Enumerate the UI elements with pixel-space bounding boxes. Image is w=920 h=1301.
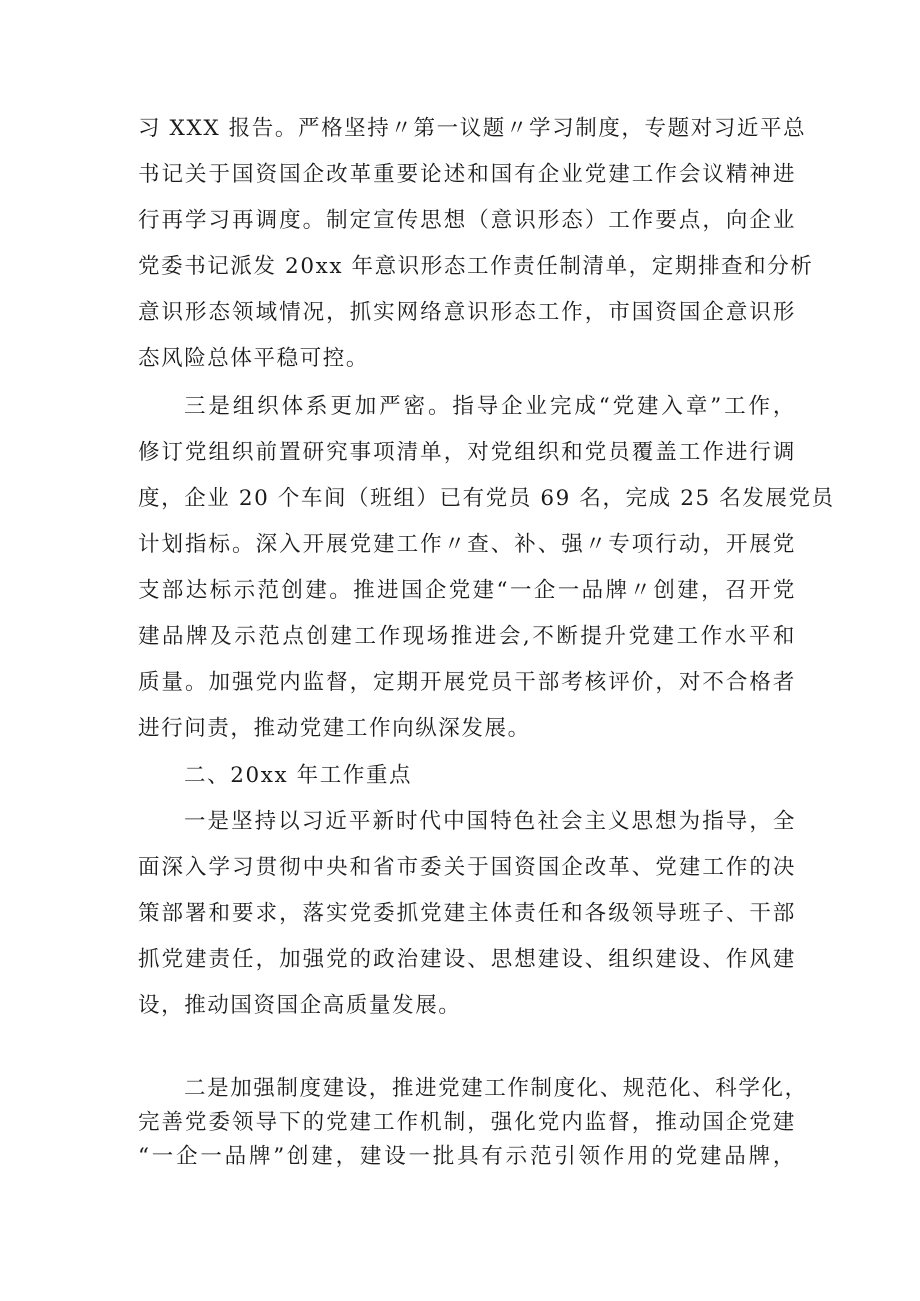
text-line: 抓党建责任，加强党的政治建设、思想建设、组织建设、作风建 (138, 947, 796, 972)
text-line: 党委书记派发 20xx 年意识形态工作责任制清单，定期排查和分析 (138, 254, 814, 279)
text-line: 策部署和要求，落实党委抓党建主体责任和各级领导班子、干部 (138, 901, 796, 926)
paragraph-3 (138, 799, 796, 1029)
section-heading: 二、20xx 年工作重点 (184, 763, 413, 788)
text-line: 建品牌及示范点创建工作现场推进会,不断提升党建工作水平和 (138, 624, 796, 649)
text-line: 修订党组织前置研究事项清单，对党组织和党员覆盖工作进行调 (138, 440, 796, 465)
paragraph-1 (138, 106, 814, 382)
text-line: 质量。加强党内监督，定期开展党员干部考核评价，对不合格者 (138, 670, 796, 695)
paragraph-4 (138, 1072, 808, 1174)
text-line: 三是组织体系更加严密。指导企业完成“党建入章”工作， (184, 394, 796, 419)
text-line: “一企一品牌”创建，建设一批具有示范引领作用的党建品牌， (138, 1144, 796, 1169)
text-line: 态风险总体平稳可控。 (138, 346, 370, 371)
paragraph-2 (138, 384, 835, 752)
text-line: 支部达标示范创建。推进国企党建“一企一品牌〃创建，召开党 (138, 578, 796, 603)
text-line: 进行问责，推动党建工作向纵深发展。 (138, 716, 531, 741)
text-line: 一是坚持以习近平新时代中国特色社会主义思想为指导，全 (184, 809, 796, 834)
text-line: 习 XXX 报告。严格坚持〃第一议题〃学习制度，专题对习近平总 (138, 116, 807, 141)
text-line: 设，推动国资国企高质量发展。 (138, 993, 462, 1018)
text-line: 二是加强制度建设，推进党建工作制度化、规范化、科学化， (184, 1076, 808, 1101)
text-line: 面深入学习贯彻中央和省市委关于国资国企改革、党建工作的决 (138, 855, 796, 880)
text-line: 完善党委领导下的党建工作机制，强化党内监督，推动国企党建 (138, 1110, 796, 1135)
text-line: 度，企业 20 个车间（班组）已有党员 69 名，完成 25 名发展党员 (138, 486, 835, 511)
text-line: 行再学习再调度。制定宣传思想（意识形态）工作要点，向企业 (138, 208, 796, 233)
text-line: 意识形态领域情况，抓实网络意识形态工作，市国资国企意识形 (138, 300, 796, 325)
text-line: 书记关于国资国企改革重要论述和国有企业党建工作会议精神进 (138, 162, 796, 187)
text-line: 计划指标。深入开展党建工作〃查、补、强〃专项行动，开展党 (138, 532, 796, 557)
